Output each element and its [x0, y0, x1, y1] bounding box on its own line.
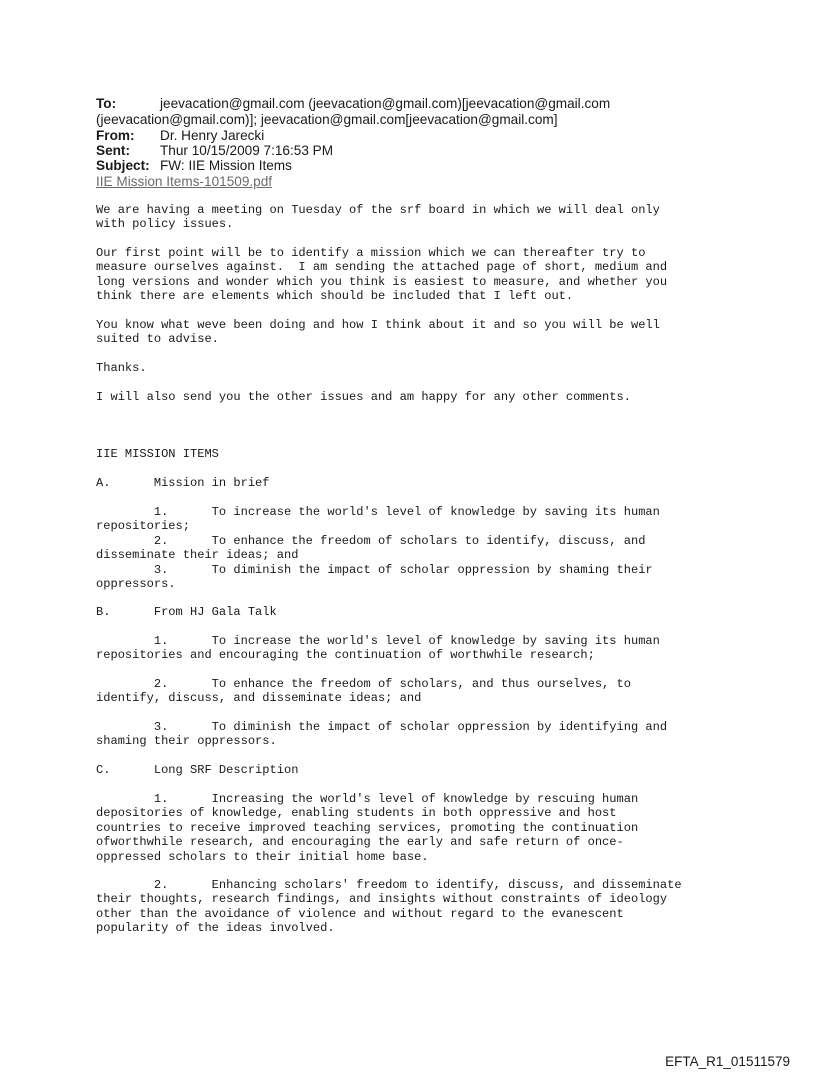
body-paragraph-2: Our first point will be to identify a mission which we can thereafter try to measure ourselves against. I am sending the attached page of short, medium and long versions and wonder which you think is easiest to measure, and whether you think there are elements which should be included that I left out.: [96, 246, 668, 304]
section-b-item-3: 3. To diminish the impact of scholar oppression by identifying and shaming their oppressors.: [96, 720, 668, 749]
section-a-heading: A. Mission in brief: [96, 476, 270, 490]
subject-line: [96, 158, 292, 174]
from-label: From:: [96, 128, 135, 143]
to-label: To:: [96, 96, 117, 111]
section-a-items: 1. To increase the world's level of knowledge by saving its human repositories; 2. To enhance the freedom of scholars to identify, discuss, and disseminate their ideas; and 3. To diminish the impact of scholar oppression by shaming their oppressors.: [96, 505, 660, 592]
from-value: Dr. Henry Jarecki: [160, 128, 265, 143]
section-c-heading: C. Long SRF Description: [96, 763, 299, 777]
section-c-item-1: 1. Increasing the world's level of knowledge by rescuing human depositories of knowledge, enabling students in both oppressive and host countries to receive improved teaching services, promoting the continuation ofworthwhile research, and encouraging the early and safe return of once- oppressed scholars to their initial home base.: [96, 792, 639, 864]
to-value-line2: (jeevacation@gmail.com)]; jeevacation@gmail.com[jeevacation@gmail.com]: [96, 112, 558, 127]
mission-title: IIE MISSION ITEMS: [96, 447, 219, 461]
from-line: [96, 128, 264, 144]
to-line: [96, 96, 610, 112]
section-b-item-2: 2. To enhance the freedom of scholars, and thus ourselves, to identify, discuss, and disseminate ideas; and: [96, 677, 631, 706]
body-paragraph-1: We are having a meeting on Tuesday of the srf board in which we will deal only with policy issues.: [96, 203, 660, 232]
sent-label: Sent:: [96, 143, 130, 158]
document-id: EFTA_R1_01511579: [665, 1054, 790, 1069]
attachment-link[interactable]: IIE Mission Items-101509.pdf: [96, 174, 273, 189]
section-c-item-2: 2. Enhancing scholars' freedom to identify, discuss, and disseminate their thoughts, research findings, and insights without constraints of ideology other than the avoidance of violence and without regard to the evanescent popularity of the ideas involved.: [96, 878, 682, 936]
body-paragraph-5: I will also send you the other issues and am happy for any other comments.: [96, 390, 631, 404]
to-value-line1: jeevacation@gmail.com (jeevacation@gmail.com)[jeevacation@gmail.com: [160, 96, 611, 111]
section-b-heading: B. From HJ Gala Talk: [96, 605, 277, 619]
subject-label: Subject:: [96, 158, 150, 173]
body-paragraph-3: You know what weve been doing and how I think about it and so you will be well suited to advise.: [96, 318, 660, 347]
subject-value: FW: IIE Mission Items: [160, 158, 292, 173]
body-paragraph-4: Thanks.: [96, 361, 147, 375]
section-b-item-1: 1. To increase the world's level of knowledge by saving its human repositories and encouraging the continuation of worthwhile research;: [96, 634, 660, 663]
sent-line: [96, 143, 333, 159]
sent-value: Thur 10/15/2009 7:16:53 PM: [160, 143, 334, 158]
